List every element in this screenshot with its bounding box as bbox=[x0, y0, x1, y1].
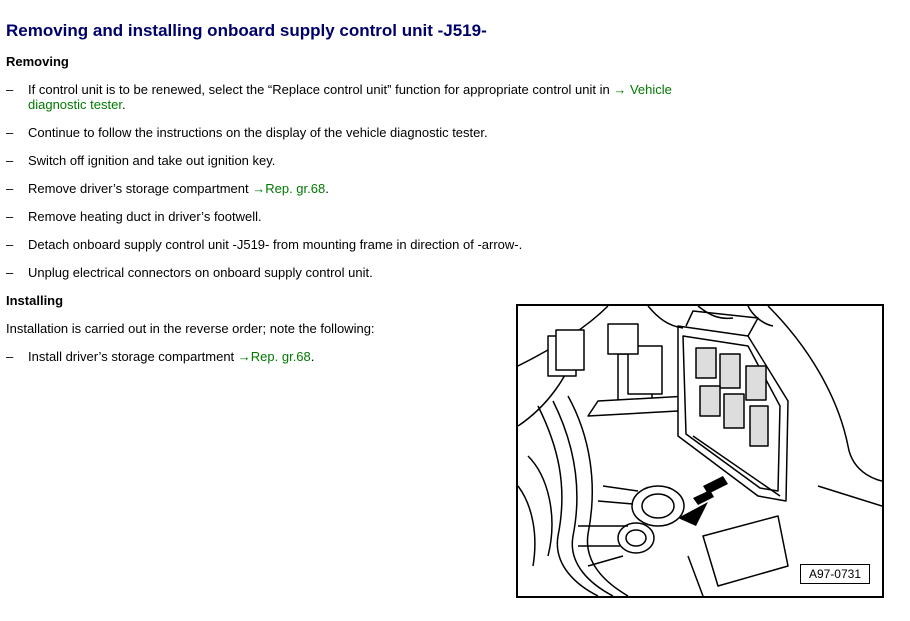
step-dash: – bbox=[6, 349, 14, 364]
installing-heading: Installing bbox=[6, 293, 64, 308]
rep-gr-68-link[interactable]: →Rep. gr.68 bbox=[237, 349, 311, 364]
removing-step-7 bbox=[6, 265, 706, 280]
removing-step-2 bbox=[6, 125, 706, 140]
step-text: Continue to follow the instructions on the display of the vehicle diagnostic tester. bbox=[28, 125, 488, 140]
removing-step-4: – Remove driver’s storage compartment →Rep. gr.68. bbox=[6, 181, 329, 196]
removing-heading: Removing bbox=[6, 54, 69, 69]
step-text: Remove driver’s storage compartment bbox=[28, 181, 253, 196]
control-unit-figure bbox=[516, 304, 884, 598]
step-text: Switch off ignition and take out ignition key. bbox=[28, 153, 276, 168]
step-text: Install driver’s storage compartment bbox=[28, 349, 238, 364]
figure-label: A97-0731 bbox=[800, 564, 870, 584]
rep-gr-68-link[interactable]: →Rep. gr.68 bbox=[252, 181, 326, 196]
page-title: Removing and installing onboard supply control unit -J519- bbox=[6, 21, 487, 40]
vehicle-diagnostic-tester-link[interactable]: → Vehicle diagnostic tester bbox=[28, 82, 672, 112]
control-unit-illustration bbox=[518, 306, 882, 596]
removing-step-3 bbox=[6, 153, 706, 168]
removing-step-6 bbox=[6, 237, 706, 252]
step-dash: – bbox=[6, 125, 14, 140]
step-dash: – bbox=[6, 153, 14, 168]
step-text: Unplug electrical connectors on onboard supply control unit. bbox=[28, 265, 373, 280]
installing-step-1: – Install driver’s storage compartment →Rep. gr.68. bbox=[6, 349, 315, 364]
step-dash: – bbox=[6, 265, 14, 280]
step-text: If control unit is to be renewed, select the “Replace control unit” function for appropriate control unit in bbox=[28, 82, 614, 97]
step-dash: – bbox=[6, 237, 14, 252]
step-text: Remove heating duct in driver’s footwell. bbox=[28, 209, 262, 224]
step-dash: – bbox=[6, 181, 14, 196]
removing-step-5 bbox=[6, 209, 706, 224]
removing-step-1: – If control unit is to be renewed, select the “Replace control unit” function for appropriate control unit in → Vehicle diagnostic tester. bbox=[6, 82, 672, 112]
step-dash: – bbox=[6, 82, 14, 97]
installing-intro: Installation is carried out in the reverse order; note the following: bbox=[6, 321, 375, 336]
step-text: Detach onboard supply control unit -J519- from mounting frame in direction of -arrow-. bbox=[28, 237, 523, 252]
step-dash: – bbox=[6, 209, 14, 224]
